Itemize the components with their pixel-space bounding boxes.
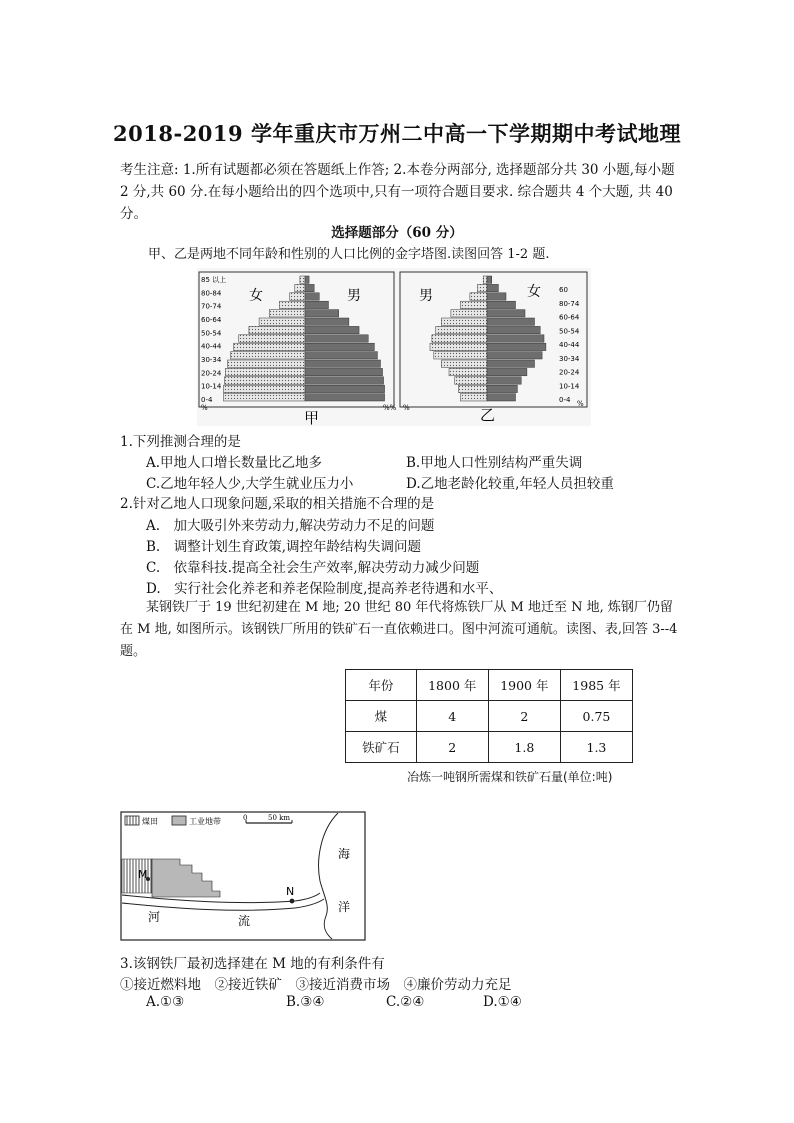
population-pyramids-figure [197, 268, 591, 426]
q1-stem: 1.下列推测合理的是 [120, 434, 241, 450]
pyramid-bar-male_bars [305, 335, 368, 342]
steel-plant-passage: 某钢铁厂于 19 世纪初建在 M 地; 20 世纪 80 年代将炼铁厂从 M 地迁至 N 地, 炼钢厂仍留在 M 地, 如图所示。该钢铁厂所用的铁矿石一直依赖进口。图中河流可通航。读图、表,回答 3--4 题。 [120, 600, 678, 659]
q2-option-c: C. 依靠科技.提高全社会生产效率,解决劳动力减少问题 [146, 560, 480, 576]
table-header-cell: 年份 [346, 670, 417, 701]
pyramid-bar-female_bars [231, 352, 305, 359]
q2-option-d: D. 实行社会化养老和养老保险制度,提高养老待遇和水平、 [146, 581, 503, 597]
q1-option-d: D.乙地老龄化较重,年轻人员担较重 [406, 476, 614, 492]
pyramid-yi-axis-right: % [577, 400, 584, 408]
pyramid-bar-female_bars [487, 284, 498, 291]
pyramid-jia-axis-right: %% [383, 404, 397, 412]
pyramid-bar-female_bars [223, 385, 305, 392]
age-tick-label: 60 [559, 286, 568, 294]
age-tick-label: 0-4 [559, 396, 571, 404]
pyramid-bar-male_bars [305, 352, 377, 359]
pyramid-bar-male_bars [305, 343, 374, 350]
pyramid-bar-male_bars [441, 318, 487, 325]
q1-option-b: B.甲地人口性别结构严重失调 [406, 455, 583, 471]
table-cell: 煤 [346, 701, 417, 732]
pyramid-jia-male-label: 男 [347, 288, 361, 304]
pyramid-bar-female_bars [487, 343, 546, 350]
label-yang: 洋 [338, 900, 351, 914]
age-tick-label: 60-64 [201, 316, 222, 324]
pyramid-bar-female_bars [487, 368, 527, 375]
q3-option-c: C.②④ [386, 994, 425, 1010]
age-tick-label: 20-24 [201, 369, 222, 378]
pyramid-bar-female_bars [280, 301, 306, 308]
q2-option-a: A. 加大吸引外来劳动力,解决劳动力不足的问题 [146, 518, 435, 534]
table-row [346, 732, 633, 763]
pyramid-bar-female_bars [224, 377, 305, 384]
age-tick-label: 20-24 [559, 368, 580, 377]
pyramid-bar-male_bars [305, 310, 339, 317]
table-header-cell: 1900 年 [488, 670, 560, 701]
exam-notice: 考生注意: 1.所有试题都必须在答题纸上作答; 2.本卷分两部分, 选择题部分共 30 小题,每小题 2 分,共 60 分.在每小题给出的四个选项中,只有一项符合题目要求. 综合题共 4 个大题, 共 40 分。 [120, 162, 675, 222]
age-tick-label: 80-74 [559, 299, 580, 308]
age-tick-label: 70-74 [201, 302, 222, 311]
label-hai: 海 [338, 847, 351, 861]
pyramid-bar-male_bars [305, 326, 359, 333]
pyramid-bar-female_bars [487, 394, 516, 401]
legend-coal-swatch [125, 816, 139, 825]
legend-industry-swatch [172, 816, 186, 825]
age-tick-label: 10-14 [559, 382, 580, 391]
pyramid-bar-male_bars [455, 377, 487, 384]
pyramid-bar-female_bars [234, 343, 305, 350]
scale-km: 50 km [268, 814, 291, 822]
pyramid-bar-female_bars [227, 360, 305, 367]
pyramid-bar-female_bars [487, 377, 521, 384]
pyramid-yi-male-label: 男 [419, 288, 433, 304]
pyramid-bar-male_bars [305, 360, 380, 367]
label-liu: 流 [238, 914, 251, 928]
pyramid-bar-male_bars [305, 394, 385, 401]
pyramid-bar-male_bars [305, 293, 319, 300]
pyramid-bar-male_bars [305, 284, 314, 291]
page-title: 2018-2019 学年重庆市万州二中高一下学期期中考试地理 [113, 121, 681, 146]
age-tick-label: 40-44 [201, 342, 222, 351]
pyramid-bar-female_bars [487, 360, 535, 367]
age-tick-label: 10-14 [201, 382, 222, 391]
coal-field [122, 859, 152, 893]
q3-option-a: A.①③ [146, 994, 185, 1010]
table-cell: 1.3 [560, 732, 632, 763]
scale-zero: 0 [243, 814, 248, 822]
legend-industry-label: 工业地带 [189, 817, 221, 826]
label-m: M [138, 868, 148, 881]
pyramid-bar-male_bars [305, 368, 383, 375]
age-tick-label: 40-44 [559, 341, 580, 349]
pyramid-yi-label: 乙 [480, 406, 496, 424]
table-cell: 0.75 [560, 701, 632, 732]
q3-option-b: B.③④ [286, 994, 325, 1010]
age-tick-label: 30-34 [201, 356, 222, 364]
pyramid-yi-female-label: 女 [527, 284, 541, 300]
table-cell: 铁矿石 [346, 732, 417, 763]
pyramid-jia-label: 甲 [304, 409, 320, 426]
pyramid-bar-male_bars [470, 293, 487, 300]
pyramid-yi-axis-left: % [403, 404, 410, 412]
point-n [290, 899, 295, 904]
river-map-figure [120, 811, 366, 941]
pyramid-bar-female_bars [300, 276, 305, 283]
table-cell: 1.8 [488, 732, 560, 763]
pyramid-bar-male_bars [460, 394, 487, 401]
table-row [346, 701, 633, 732]
pyramid-bar-male_bars [305, 377, 384, 384]
age-tick-label: 80-84 [201, 289, 222, 298]
age-tick-label: 50-54 [201, 329, 222, 338]
pyramid-bar-female_bars [487, 293, 506, 300]
q3-option-d: D.①④ [483, 994, 522, 1010]
pyramid-bar-female_bars [295, 284, 305, 291]
pyramid-bar-female_bars [269, 310, 305, 317]
pyramid-bar-male_bars [305, 301, 328, 308]
pyramid-bar-male_bars [441, 360, 487, 367]
legend-coal-label: 煤田 [142, 817, 158, 826]
age-tick-label: 30-34 [559, 354, 580, 363]
age-tick-label: 60-64 [559, 313, 580, 322]
pyramid-bar-female_bars [259, 318, 305, 325]
pyramid-bar-male_bars [432, 335, 487, 342]
label-he: 河 [148, 910, 161, 924]
table-cell: 2 [416, 732, 488, 763]
q3-stem: 3.该钢铁厂最初选择建在 M 地的有利条件有 [120, 956, 385, 972]
pyramid-bar-female_bars [487, 310, 525, 317]
pyramid-bar-male_bars [305, 276, 309, 283]
pyramid-bar-male_bars [434, 352, 487, 359]
pyramid-jia-female-label: 女 [249, 288, 263, 304]
pyramid-bar-female_bars [487, 335, 544, 342]
age-tick-label: 85 以上 [201, 276, 227, 284]
section-title: 选择题部分（60 分） [331, 225, 463, 241]
question-intro: 甲、乙是两地不同年龄和性别的人口比例的金字塔图.读图回答 1-2 题. [148, 247, 550, 262]
pyramid-bar-female_bars [487, 385, 517, 392]
pyramid-bar-male_bars [436, 326, 487, 333]
pyramid-bar-male_bars [460, 301, 487, 308]
pyramid-bar-female_bars [290, 293, 305, 300]
pyramid-bar-female_bars [487, 352, 542, 359]
table-cell: 2 [488, 701, 560, 732]
table-header-row [346, 670, 633, 701]
q2-option-b: B. 调整计划生育政策,调控年龄结构失调问题 [146, 539, 422, 555]
pyramid-bar-male_bars [305, 385, 385, 392]
pyramid-bar-male_bars [430, 343, 487, 350]
table-header-cell: 1985 年 [560, 670, 632, 701]
pyramid-bar-female_bars [223, 394, 305, 401]
q1-option-c: C.乙地年轻人少,大学生就业压力小 [146, 476, 354, 492]
pyramid-bar-female_bars [487, 301, 516, 308]
q1-option-a: A.甲地人口增长数量比乙地多 [146, 455, 323, 471]
q2-stem: 2.针对乙地人口现象问题,采取的相关措施不合理的是 [120, 496, 435, 512]
pyramid-bar-female_bars [487, 326, 540, 333]
coal-iron-table [345, 669, 633, 763]
pyramid-bar-female_bars [487, 318, 535, 325]
pyramid-bar-male_bars [305, 318, 349, 325]
pyramid-bar-male_bars [449, 368, 487, 375]
label-n: N [286, 885, 295, 898]
pyramid-bar-female_bars [249, 326, 305, 333]
q3-items: ①接近燃料地 ②接近铁矿 ③接近消费市场 ④廉价劳动力充足 [120, 977, 512, 993]
pyramid-bar-female_bars [239, 335, 305, 342]
age-tick-label: 0-4 [201, 396, 213, 404]
table-header-cell: 1800 年 [416, 670, 488, 701]
pyramid-bar-male_bars [478, 284, 488, 291]
table-cell: 4 [416, 701, 488, 732]
table-caption: 冶炼一吨钢所需煤和铁矿石量(单位:吨) [407, 770, 613, 784]
age-tick-label: 50-54 [559, 327, 580, 336]
pyramid-jia-axis-left: % [201, 404, 208, 412]
pyramid-bar-male_bars [483, 276, 487, 283]
pyramid-bar-male_bars [451, 310, 487, 317]
pyramid-bar-male_bars [459, 385, 488, 392]
pyramid-bar-female_bars [487, 276, 492, 283]
pyramid-bar-female_bars [225, 368, 305, 375]
